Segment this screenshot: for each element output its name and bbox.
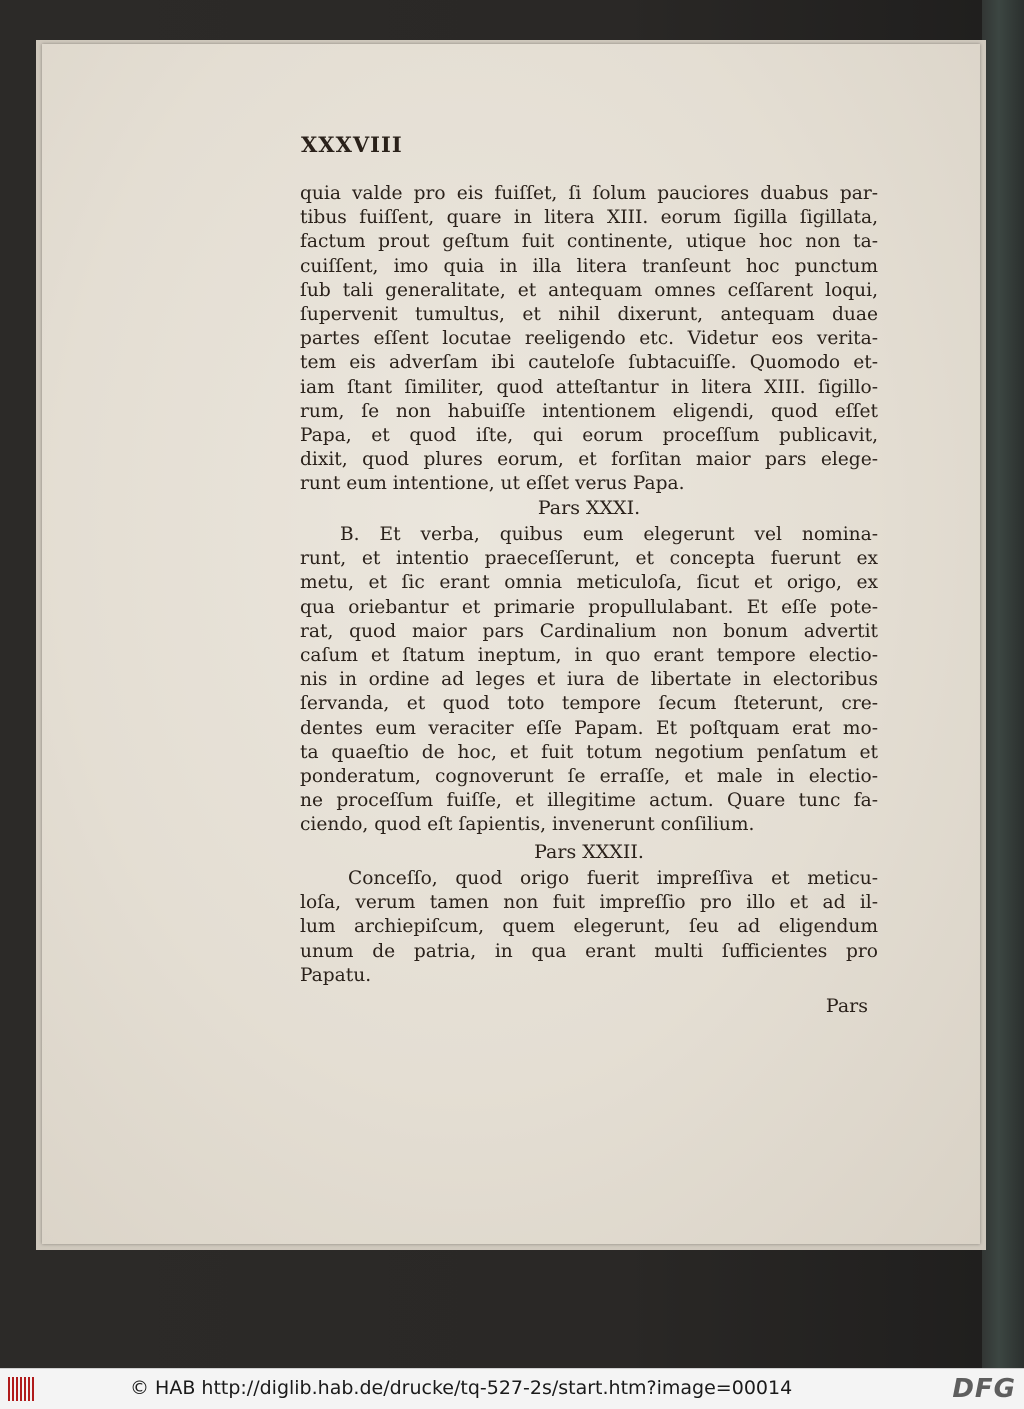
text-line: dixit, quod plures eorum, et forſitan maior pars elege- (300, 449, 878, 471)
text-line: qua oriebantur et primarie propullulabant. Et eſſe pote- (300, 596, 878, 618)
text-block-2 (300, 523, 878, 838)
viewer-footer (0, 1368, 1024, 1409)
text-line: Papa, et quod iſte, qui eorum proceſſum publicavit, (300, 425, 878, 447)
text-line: ſupervenit tumultus, et nihil dixerunt, antequam duae (300, 304, 878, 326)
text-block-1 (300, 182, 878, 497)
text-line: rum, ſe non habuiſſe intentionem eligendi, quod eſſet (300, 400, 878, 422)
text-line: dentes eum veraciter eſſe Papam. Et poſtquam erat mo- (300, 717, 878, 739)
text-line: ne proceſſum fuiſſe, et illegitime actum. Quare tunc fa- (300, 790, 878, 812)
text-line: runt, et intentio praeceſſerunt, et concepta fuerunt ex (300, 548, 878, 570)
text-line: metu, et ſic erant omnia meticuloſa, ſicut et origo, ex (300, 572, 878, 594)
text-line: iam ſtant ſimiliter, quod atteſtantur in litera XIII. ſigillo- (300, 376, 878, 398)
page-number: XXXVIII (301, 132, 403, 157)
text-line: ciendo, quod eſt ſapientis, invenerunt conſilium. (300, 814, 755, 836)
book-spine-edge (982, 0, 1024, 1368)
text-line: ſub tali generalitate, et antequam omnes ceſſarent loqui, (300, 279, 878, 301)
text-line: quia valde pro eis fuiſſet, ſi ſolum pauciores duabus par- (300, 183, 878, 204)
text-line: factum prout geſtum fuit continente, utique hoc non ta- (300, 231, 878, 253)
section-heading-pars-xxxii: Pars XXXII. (534, 841, 644, 863)
text-line: unum de patria, in qua erant multi ſufficientes pro (300, 940, 878, 962)
text-line: cuiſſent, imo quia in illa litera tranſeunt hoc punctum (300, 255, 878, 277)
text-line: caſum et ſtatum ineptum, in quo erant tempore electio- (300, 645, 878, 667)
text-line: rat, quod maior pars Cardinalium non bonum advertit (300, 620, 878, 642)
text-block-3 (300, 867, 878, 988)
text-line: runt eum intentione, ut eſſet verus Papa. (300, 473, 685, 495)
text-line: B. Et verba, quibus eum elegerunt vel nomina- (340, 524, 878, 545)
catchword: Pars (825, 995, 868, 1017)
text-line: tibus fuiſſent, quare in litera XIII. eorum ſigilla ſigillata, (300, 207, 878, 229)
text-line: nis in ordine ad leges et iura de libertate in electoribus (300, 669, 878, 691)
text-line: ta quaeſtio de hoc, et fuit totum negotium penſatum et (300, 741, 878, 763)
text-line: ſervanda, et quod toto tempore ſecum ſteterunt, cre- (300, 693, 878, 715)
text-line: lum archiepiſcum, quem elegerunt, ſeu ad eligendum (300, 916, 878, 938)
text-line: Conceſſo, quod origo fuerit impreſſiva et meticu- (348, 868, 878, 889)
section-heading-pars-xxxi: Pars XXXI. (537, 497, 641, 519)
hab-logo-icon (8, 1377, 36, 1401)
text-line: Papatu. (300, 964, 372, 986)
text-line: ponderatum, cognoverunt ſe erraſſe, et male in electio- (300, 766, 878, 788)
text-line: partes eſſent locutae reeligendo etc. Videtur eos verita- (300, 328, 878, 350)
copyright-link[interactable]: © HAB http://diglib.hab.de/drucke/tq-527-2s/start.htm?image=00014 (130, 1377, 793, 1399)
text-line: tem eis adverſam ibi cauteloſe ſubtacuiſſe. Quomodo et- (300, 352, 878, 374)
dfg-logo: DFG (952, 1374, 1016, 1404)
text-line: loſa, verum tamen non fuit impreſſio pro illo et ad il- (300, 892, 878, 914)
